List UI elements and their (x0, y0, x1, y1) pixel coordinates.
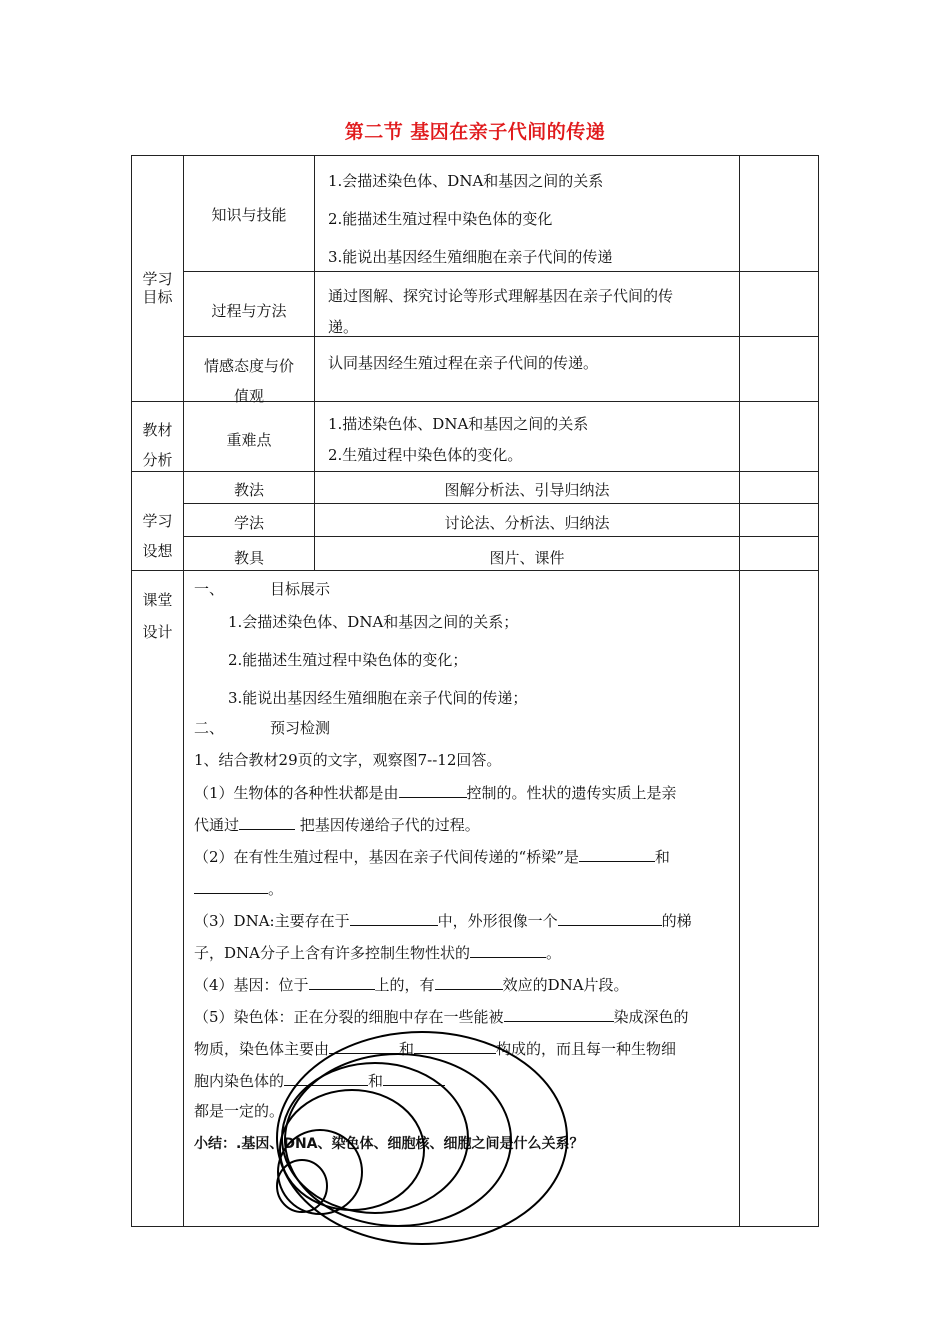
plan-row-label: 学法 (233, 514, 264, 532)
attitude-values-label: 情感态度与价 值观 (203, 357, 294, 405)
question-line: 。 (194, 879, 283, 898)
goal-item: 3.能说出基因经生殖细胞在亲子代间的传递； (228, 689, 528, 707)
ellipse-dna (280, 1090, 424, 1210)
question-line: （4）基因：位于 上的，有 效应的DNA片段。 (194, 976, 629, 994)
question-line: 都是一定的。 (194, 1102, 285, 1120)
plan-row-value: 讨论法、分析法、归纳法 (444, 514, 610, 532)
process-method-text: 通过图解、探究讨论等形式理解基因在亲子代间的传 (328, 287, 674, 305)
section-heading: 二、 预习检测 (194, 719, 331, 737)
question-line: 胞内染色体的 和 (194, 1071, 445, 1090)
textbook-analysis-label: 教材 分析 (142, 421, 173, 469)
knowledge-skills-label: 知识与技能 (211, 206, 287, 224)
process-method-text: 递。 (328, 318, 359, 336)
process-method-label: 过程与方法 (211, 302, 287, 320)
plan-row-value: 图片、课件 (489, 549, 565, 567)
question-line: 子，DNA分子上含有许多控制生物性状的 。 (194, 944, 562, 962)
question-line: （5）染色体：正在分裂的细胞中存在一些能被 染成深色的 (194, 1008, 689, 1026)
knowledge-item: 1.会描述染色体、DNA和基因之间的关系 (328, 172, 604, 190)
key-point-item: 1.描述染色体、DNA和基因之间的关系 (328, 415, 589, 433)
goal-item: 2.能描述生殖过程中染色体的变化； (228, 651, 468, 669)
ellipse-nucleus (285, 1054, 511, 1226)
question-line: 代通过 把基因传递给子代的过程。 (194, 816, 480, 834)
key-points-label: 重难点 (226, 431, 272, 449)
page-title: 第二节 基因在亲子代间的传递 (344, 121, 606, 143)
learning-plan-label: 学习 设想 (142, 512, 173, 560)
question-intro: 1、结合教材29页的文字，观察图7--12回答。 (194, 751, 502, 769)
plan-row-value: 图解分析法、引导归纳法 (444, 481, 610, 499)
attitude-values-text: 认同基因经生殖过程在亲子代间的传递。 (328, 354, 599, 372)
plan-row-label: 教具 (233, 549, 264, 567)
question-line: （1）生物体的各种性状都是由 控制的。性状的遗传实质上是亲 (194, 784, 677, 802)
ellipse-chromosome (282, 1063, 468, 1213)
question-line: （2）在有性生殖过程中，基因在亲子代间传递的“桥梁”是 和 (194, 848, 670, 866)
classroom-design-label: 课堂 设计 (142, 591, 173, 641)
question-line: 物质，染色体主要由 和 构成的，而且每一种生物细 (194, 1040, 677, 1058)
learning-goals-label: 学习 目标 (142, 270, 173, 306)
knowledge-item: 3.能说出基因经生殖细胞在亲子代间的传递 (328, 248, 613, 266)
plan-row-label: 教法 (233, 481, 264, 499)
goal-item: 1.会描述染色体、DNA和基因之间的关系； (228, 613, 519, 631)
question-line: （3）DNA:主要存在于 中，外形很像一个 的梯 (194, 912, 692, 930)
summary-question: 小结：.基因、DNA、染色体、细胞核、细胞之间是什么关系？ (194, 1136, 584, 1152)
section-heading: 一、 目标展示 (194, 580, 331, 598)
knowledge-item: 2.能描述生殖过程中染色体的变化 (328, 210, 553, 228)
key-point-item: 2.生殖过程中染色体的变化。 (328, 446, 523, 464)
